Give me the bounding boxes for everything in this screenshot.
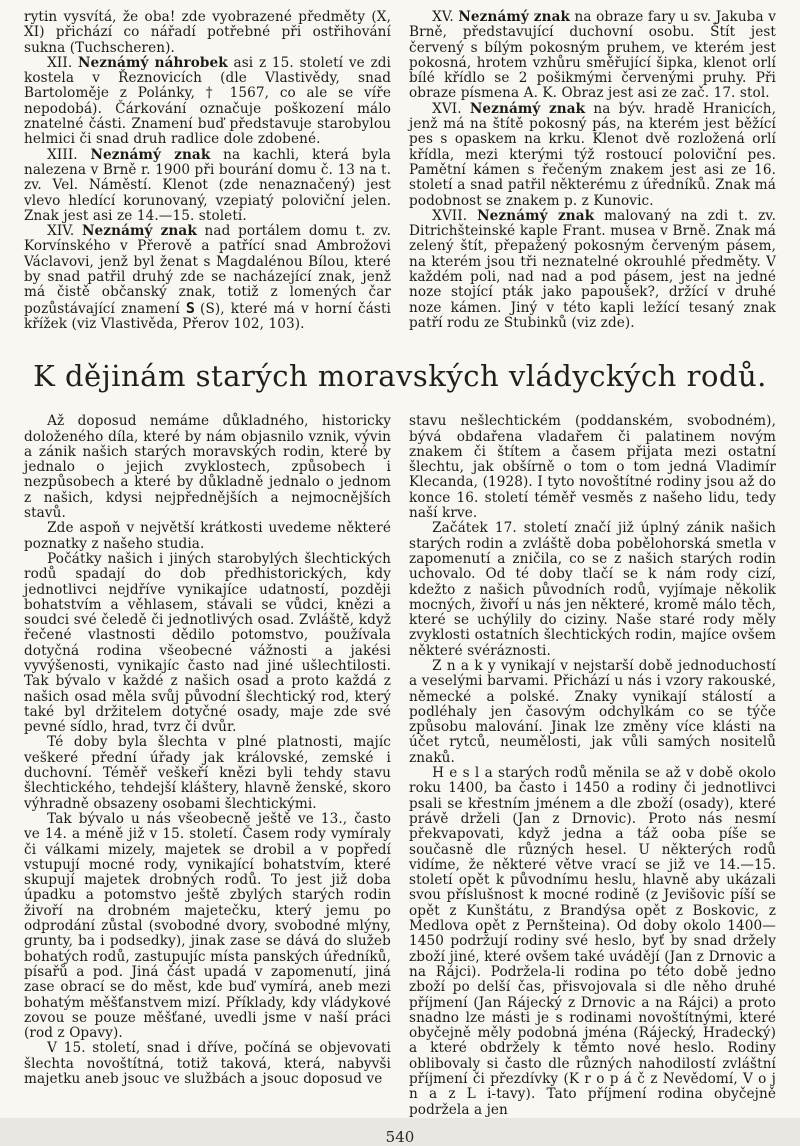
- paragraph: stavu nešlechtickém (poddanském, svobodném), bývá obdařena vladařem či palatinem novým znakem či štítem a časem přijata mezi ostatní šlechtu, jak obšírně o tom o tom jedná Vladimír Klecanda, (1928). I tyto novoštítné rodiny jsou až do konce 16. století téměř vesměs z našeho lidu, tedy naší krve.: [409, 413, 776, 522]
- paragraph: XV. Neznámý znak na obraze fary u sv. Jakuba v Brně, představující duchovní osobu. Štít jest červený s bílým pokosným pruhem, ve kterém jest pokosná, hrotem vzhůru směřující šipka, klenot orlí bílé křídlo se 2 pošikmými červenými pruhy. Při obraze písmena A. K. Obraz jest asi ze zač. 17. stol.: [409, 9, 776, 102]
- paragraph: XVII. Neznámý znak malovaný na zdi t. zv. Ditrichšteinské kaple Frant. musea v Brně. Znak má zelený štít, přepažený pokosným červeným pásem, na kterém jsou tři neznatelné okrouhlé předměty. V každém poli, nad nad a pod pásem, jest na jedné noze stojící pták jako papoušek?, držící v druhé noze kámen. Jiný v této kapli ležící tesaný znak patří rodu ze Stubinků (viz zde).: [409, 207, 776, 331]
- paragraph: Té doby byla šlechta v plné platnosti, majíc veškeré přední úřady jak královské, zemské i duchovní. Téměř veškeří knězi byli tehdy stavu šlechtického, tehdejší kláštery, hlavně ženské, skoro výhradně obsazeny osobami šlechtickými.: [24, 734, 391, 812]
- paragraph: Z n a k y vynikají v nejstarší době jednoduchostí a veselými barvami. Přichází u nás i vzory rakouské, německé a polské. Znaky vynikají stálostí a podléhaly jen časovým odchylkám co se týče způsobu malování. Jinak lze změny více klásti na účet rytců, neumělosti, jak vůli samých nositelů znaků.: [409, 657, 776, 766]
- paragraph: rytin vysvítá, že oba! zde vyobrazené předměty (X, XI) přichází co nářadí potřebné při ostřihování sukna (Tuchscheren).: [24, 9, 391, 56]
- paragraph: V 15. století, snad i dříve, počíná se objevovati šlechta novoštítná, totiž taková, která, nabyvši majetku aneb jsouc ve službách a jsouc doposud ve: [24, 1040, 391, 1087]
- page-number: 540: [385, 1127, 415, 1146]
- paragraph: Tak bývalo u nás všeobecně ještě ve 13., často ve 14. a méně již v 15. století. Časem rody vymíraly či válkami mizely, majetek se drobil a v popředí vstupují mocné rody, vynikající bohatstvím, které skupují majetek drobných rodů. To jest již doba úpadku a potomstvo ještě zbylých starých rodin živoří na drobném majetečku, který jemu po odprodání zůstal (svobodné dvory, svobodné mlýny, grunty, ba i podsedky), jinak zase se dává do služeb bohatých rodů, zastupujíc místa panských úředníků, písařů a pod. Jiná část upadá v zapomenutí, jiná zase obrací se do měst, kde buď vymírá, aneb mezi bohatým měšťanstvem mizí. Příklady, kdy vládykové zovou se pouze měšťané, uvedli jsme v naší práci (rod z Opavy).: [24, 810, 391, 1042]
- entries-left-column: [24, 10, 391, 332]
- paragraph: XIII. Neznámý znak na kachli, která byla nalezena v Brně r. 1900 při bourání domu č. 13 na t. zv. Vel. Náměstí. Klenot (zde nenaznačený) jest vlevo hledící korunovaný, vzepiatý poloviční jelen. Znak jest asi ze 14.—15. století.: [24, 146, 391, 224]
- paragraph: Zde aspoň v největší krátkosti uvedeme některé poznatky z našeho studia.: [24, 520, 391, 552]
- article-right-column: [409, 414, 776, 1118]
- angular-s-glyph: S: [185, 298, 194, 317]
- paragraph: XII. Neznámý náhrobek asi z 15. století ve zdi kostela v Řeznovicích (dle Vlastivědy, snad Bartoloměje z Polánky, † 1567, co ale se víře nepodobá). Čárkování označuje poškození málo znatelné části. Znamení buď představuje starobylou helmici či snad druh radlice dole zdobené.: [24, 54, 391, 148]
- paragraph: XVI. Neznámý znak na býv. hradě Hranicích, jenž má na štítě pokosný pás, na kterém jest běžící pes s opaskem na krku. Klenot dvě rozložená orlí křídla, mezi kterými týž rostoucí poloviční pes. Pamětní kámen s řečeným znakem jest asi ze 16. století a snad patřil některému z úředníků. Znak má podobnost se znakem p. z Kunovic.: [409, 100, 777, 209]
- paragraph: Až doposud nemáme důkladného, historicky doloženého díla, které by nám objasnilo vznik, vývin a zánik našich starých moravských rodin, které by jednalo o jejich zvyklostech, způsobech i nezpůsobech a které by důkladně jednalo o jednom z našich, kdysi nejpřednějších a nejmocnějších stavů.: [24, 413, 391, 522]
- article-body: [24, 414, 776, 1118]
- paragraph: XIV. Neznámý znak nad portálem domu t. zv. Korvínského v Přerově a patřící snad Ambrožovi Václavovi, jenž byl ženat s Magdalénou Bílou, které by snad patřil druhý zde se nacházející znak, jenž má čistě občanský znak, totiž z lomených čar pozůstávající znamení S (S), které má v horní části křížek (viz Vlastivěda, Přerov 102, 103).: [24, 223, 392, 332]
- article-title: K dějinám starých moravských vládyckých rodů.: [33, 359, 767, 394]
- paragraph: Počátky našich i jiných starobylých šlechtických rodů spadají do dob předhistorických, kdy jednotlivci nejdříve vynikajíce udatností, později bohatstvím a věhlasem, stávali se vůdci, knězi a soudci své čeledě či jednotlivých osad. Zvláště, když řečené vlastnosti dědilo potomstvo, používala dotyčná rodina všeobecné vážnosti a jakési vyvýšenosti, vynikajíc často nad jiné ušlechtilosti. Tak bývalo v každé z našich osad a proto každá z našich osad měla svůj původní šlechtický rod, který také byl držitelem dotyčné osady, maje zde své pevné sídlo, hrad, tvrz či dvůr.: [24, 550, 391, 736]
- paragraph: H e s l a starých rodů měnila se až v době okolo roku 1400, ba často i 1450 a rodiny či jednotlivci psali se křestním jménem a dle zboží (osady), které právě drželi (Jan z Drnovic). Proto nás nesmí překvapovati, když jedna a táž ooba píše se současně dle různých hesel. U některých rodů vidíme, že některé větve vrací se již ve 14.—15. století opět k původnímu heslu, hlavně aby ukázali svou příslušnost k mocné rodině (z Jevišovic píší se opět z Kunštátu, z Brandýsa opět z Boskovic, z Medlova opět z Pernšteina). Od doby okolo 1400—1450 podržují rodiny své heslo, byť by snad držely zboží jiné, které ovšem také uvádějí (Jan z Drnovic a na Rájci). Podržela-li rodina po této době jedno zboží po delší čas, přisvojovala si dle něho druhé příjmení (Jan Rájecký z Drnovic a na Rájci) a proto snadno lze másti je s rodinami novoštítnými, které obyčejně měly podobná jména (Rájecký, Hradecký) a které obdržely k těmto nové heslo. Rodiny oblibovaly si často dle různých nahodilostí zvláštní příjmení či přezdívky (K r o p á č z Nevědomí, V o j n a z L i-tavy). Tato příjmení rodina obyčejně podržela a jen: [409, 765, 776, 1118]
- paragraph: Začátek 17. století značí již úplný zánik našich starých rodin a zvláště doba pobělohorská smetla v zapomenutí a zničila, co se z našich starých rodin uchovalo. Od té doby tlačí se k nám rody cizí, kdežto z našich původních rodů, vyjímaje několik mocných, živoří u nás jen některé, kromě málo těch, které se uchýlily do ciziny. Naše staré rody měly zvyklosti ostatních šlechtických rodin, majíce ovšem některé svéráznosti.: [409, 520, 776, 659]
- article-left-column: [24, 414, 391, 1118]
- numbered-entries-section: [24, 10, 776, 332]
- entries-right-column: [409, 10, 776, 332]
